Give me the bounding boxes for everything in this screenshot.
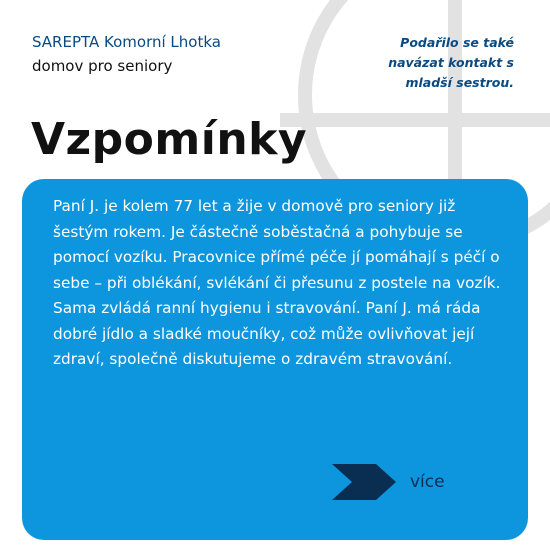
organization-name: SAREPTA Komorní Lhotka: [32, 33, 221, 51]
story-text: Paní J. je kolem 77 let a žije v domově pro seniory již šestým rokem. Je částečně soběstačná a pohybuje se pomocí vozíku. Pracovnice přímé péče jí pomáhají s péčí o sebe – při oblékání, svlékání či přesunu z postele na vozík. Sama zvládá ranní hygienu i stravování. Paní J. má ráda dobré jídlo a sladké moučníky, což může ovlivňovat její zdraví, společně diskutujeme o zdravém stravování.: [53, 197, 501, 368]
organization-block: [32, 31, 221, 77]
more-label: více: [410, 472, 445, 492]
more-link[interactable]: [332, 464, 445, 500]
chevron-arrow-right-icon: [332, 464, 396, 500]
story-card: [22, 179, 528, 540]
teaser-quote: Podařilo se také navázat kontakt s mladší sestrou.: [388, 35, 514, 90]
page-title: Vzpomínky: [31, 114, 308, 165]
organization-subtitle: domov pro seniory: [32, 57, 173, 75]
